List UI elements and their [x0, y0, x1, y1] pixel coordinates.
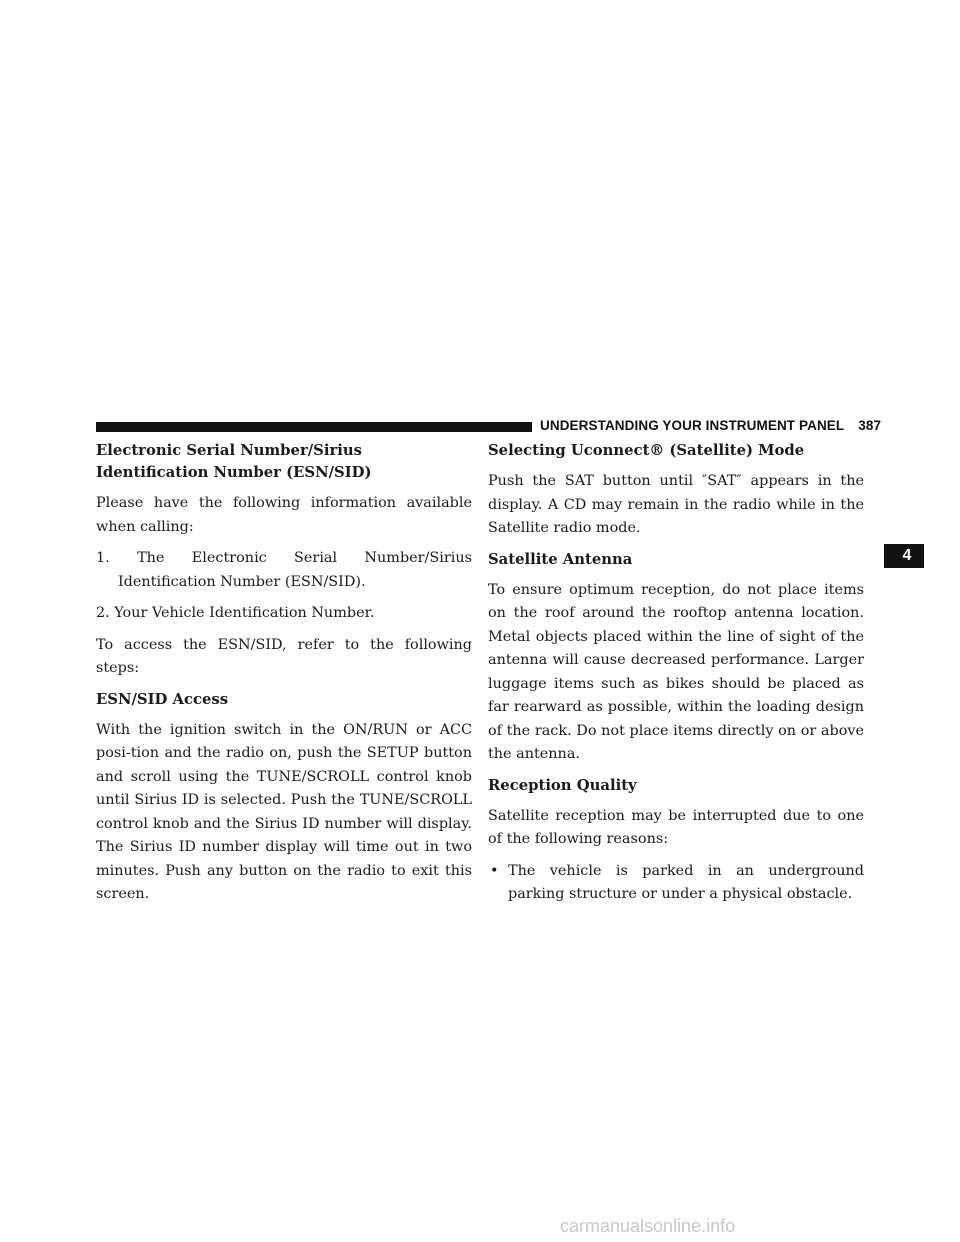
heading-reception-quality: Reception Quality	[488, 776, 637, 794]
paragraph-sat-button: Push the SAT button until ″SAT″ appears in the display. A CD may remain in the radio while in the Satellite radio mode.	[488, 473, 864, 536]
paragraph-antenna: To ensure optimum reception, do not place items on the roof around the rooftop antenna location. Metal objects placed within the line of sight of the antenna will cause decreased performance. Larger luggage items such as bikes should be placed as far rearward as possible, within the loading design of the rack. Do not place items directly on or above the antenna.	[488, 581, 864, 762]
list-item: 2. Your Vehicle Identification Number.	[96, 605, 375, 621]
paragraph-access-instructions: With the ignition switch in the ON/RUN or ACC posi-tion and the radio on, push the SETUP button and scroll using the TUNE/SCROLL control knob until Sirius ID is selected. Push the TUNE/SCROLL control knob and the Sirius ID number will display. The Sirius ID number display will time out in two minutes. Push any button on the radio to exit this screen.	[96, 721, 472, 902]
bullet-item	[488, 860, 864, 907]
heading-esn-sid-access: ESN/SID Access	[96, 690, 229, 708]
bullet-text: The vehicle is parked in an underground parking structure or under a physical obstacle.	[508, 862, 864, 902]
paragraph-reception: Satellite reception may be interrupted due to one of the following reasons:	[488, 807, 864, 847]
paragraph-access-steps: To access the ESN/SID, refer to the following steps:	[96, 636, 472, 676]
list-item: 1. The Electronic Serial Number/Sirius Identification Number (ESN/SID).	[96, 550, 472, 590]
heading-satellite-mode: Selecting Uconnect® (Satellite) Mode	[488, 442, 805, 459]
heading-esn-sid: Electronic Serial Number/Sirius Identification Number (ESN/SID)	[96, 442, 372, 481]
header-rule	[96, 422, 532, 432]
chapter-tab: 4	[884, 544, 924, 568]
bullet-icon: •	[490, 862, 499, 879]
right-column	[488, 440, 864, 915]
page-number: 387	[858, 418, 882, 433]
watermark: carmanualsonline.info	[560, 1216, 736, 1236]
running-header	[540, 418, 881, 433]
heading-satellite-antenna: Satellite Antenna	[488, 550, 633, 568]
left-column	[96, 440, 472, 915]
header-title: UNDERSTANDING YOUR INSTRUMENT PANEL	[540, 418, 845, 433]
paragraph-info-needed: Please have the following information available when calling:	[96, 495, 472, 535]
